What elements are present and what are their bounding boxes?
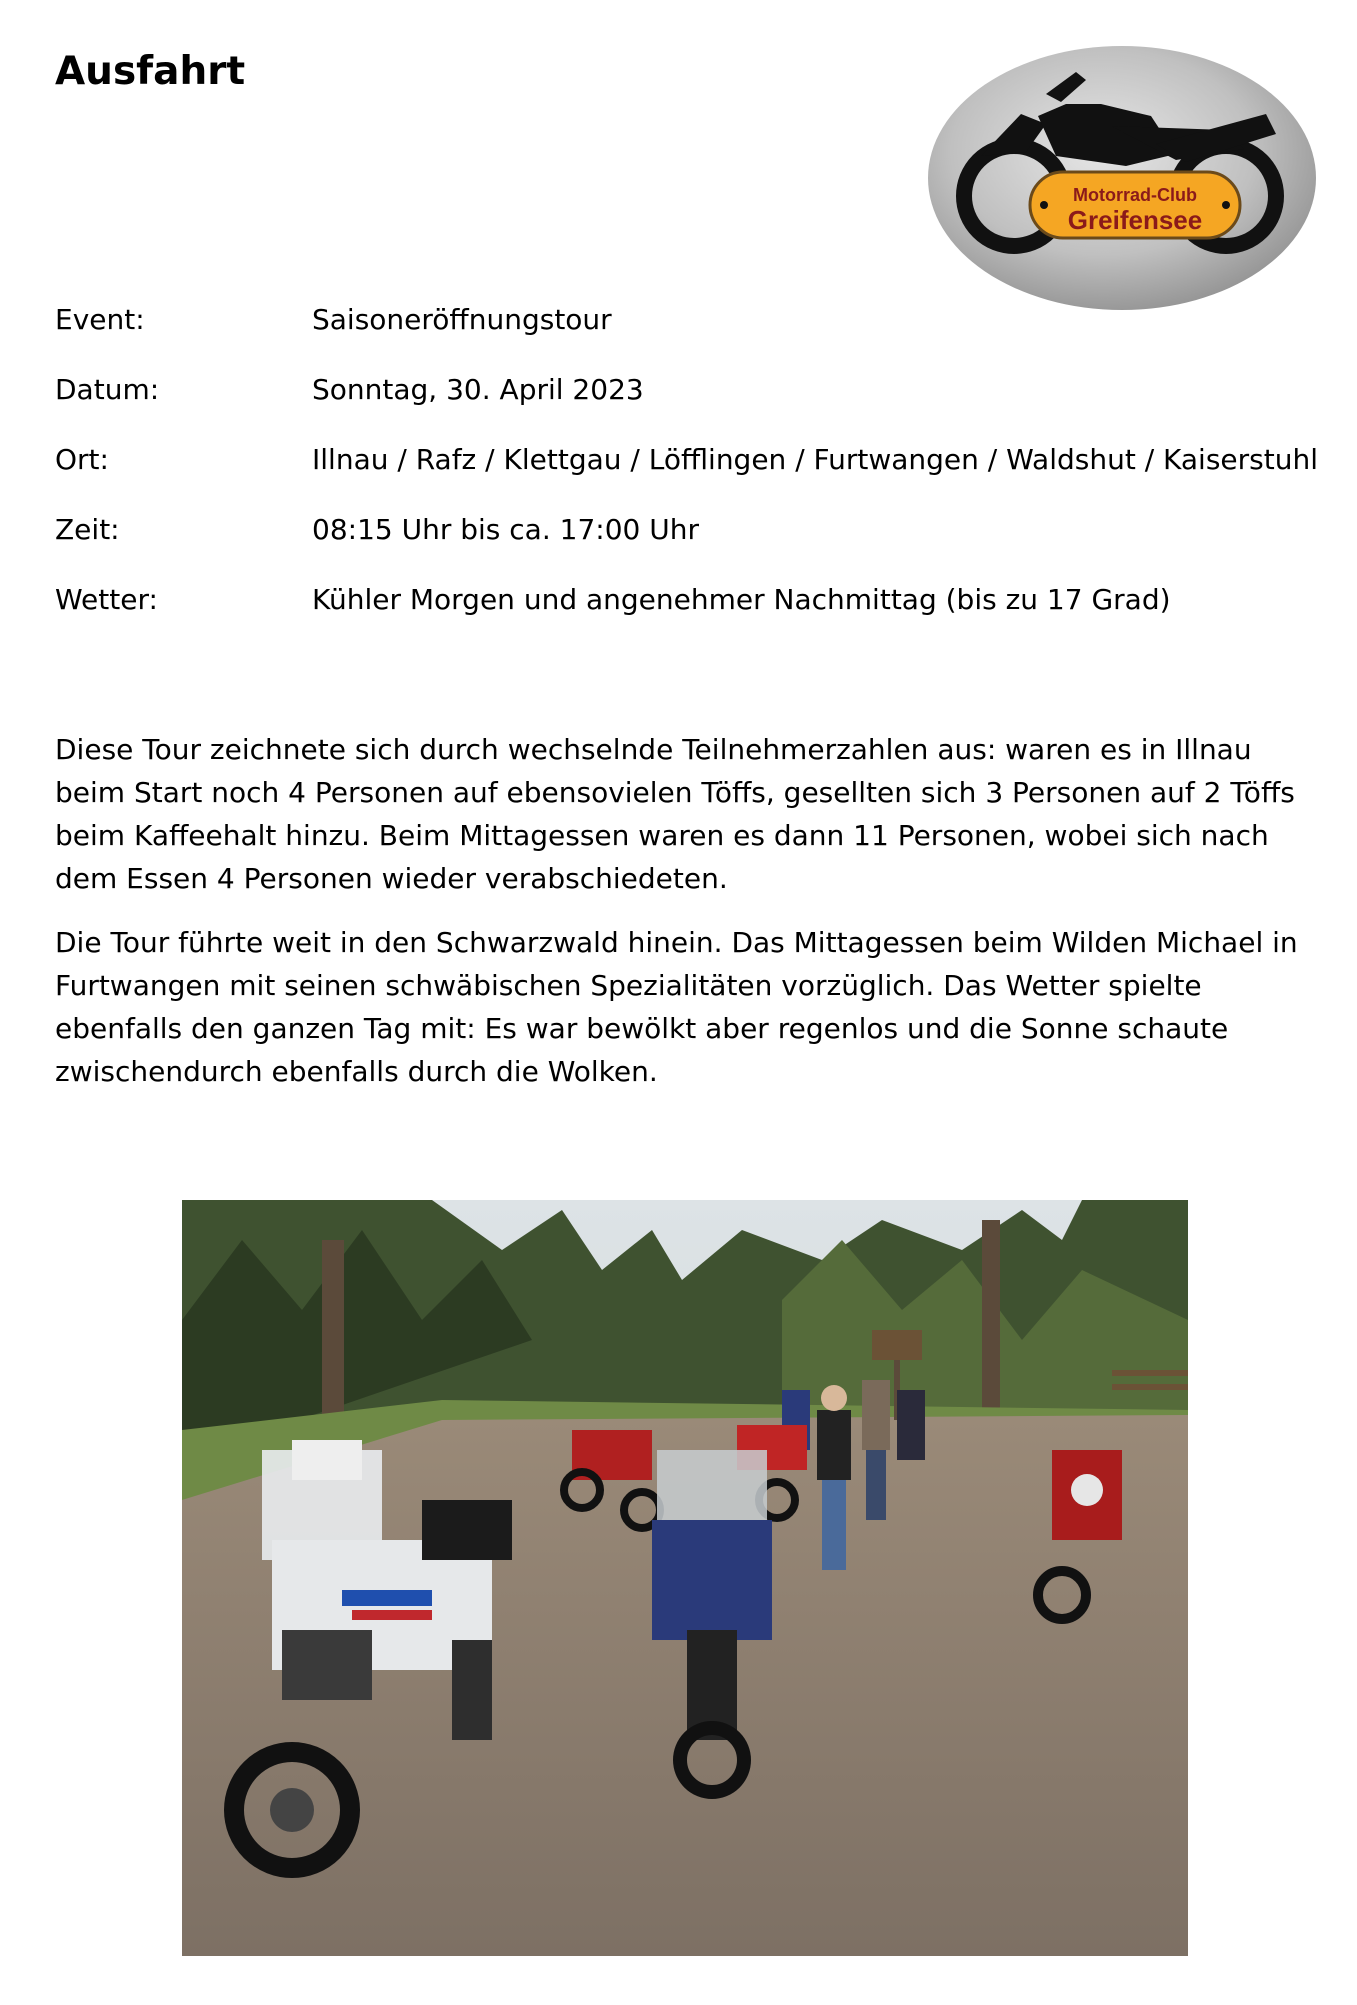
event-details <box>55 302 1345 652</box>
detail-row-event <box>55 302 1345 338</box>
detail-label: Datum: <box>55 373 160 406</box>
paragraph: Diese Tour zeichnete sich durch wechselnde Teilnehmerzahlen aus: waren es in Illnau beim Start noch 4 Personen auf ebensovielen Töffs, gesellten sich 3 Personen auf 2 Töffs beim Kaffeehalt hinzu. Beim Mittagessen waren es dann 11 Personen, wobei sich nach dem Essen 4 Personen wieder verabschiedeten. <box>55 733 1295 895</box>
paragraph: Die Tour führte weit in den Schwarzwald hinein. Das Mittagessen beim Wilden Michael in Furtwangen mit seinen schwäbischen Spezialitäten vorzüglich. Das Wetter spielte ebenfalls den ganzen Tag mit: Es war bewölkt aber regenlos und die Sonne schaute zwischendurch ebenfalls durch die Wolken. <box>55 926 1298 1088</box>
detail-row-zeit <box>55 512 1345 548</box>
detail-row-ort <box>55 442 1345 478</box>
detail-label: Wetter: <box>55 583 158 616</box>
detail-label: Zeit: <box>55 513 120 546</box>
detail-label: Ort: <box>55 443 109 476</box>
detail-value: Kühler Morgen und angenehmer Nachmittag (bis zu 17 Grad) <box>312 583 1171 616</box>
logo-line2: Greifensee <box>1067 205 1203 235</box>
detail-row-wetter <box>55 582 1345 618</box>
page-title: Ausfahrt <box>55 49 246 94</box>
club-logo <box>926 44 1318 310</box>
detail-value: Saisoneröffnungstour <box>312 303 612 336</box>
detail-row-datum <box>55 372 1345 408</box>
detail-label: Event: <box>55 303 145 336</box>
logo-line1: Motorrad-Club <box>1073 185 1197 205</box>
detail-value: Illnau / Rafz / Klettgau / Löfflingen / Furtwangen / Waldshut / Kaiserstuhl <box>312 443 1319 476</box>
detail-value: Sonntag, 30. April 2023 <box>312 373 644 406</box>
tour-photo <box>182 1200 1188 1956</box>
report-text <box>55 728 1315 1114</box>
detail-value: 08:15 Uhr bis ca. 17:00 Uhr <box>312 513 699 546</box>
